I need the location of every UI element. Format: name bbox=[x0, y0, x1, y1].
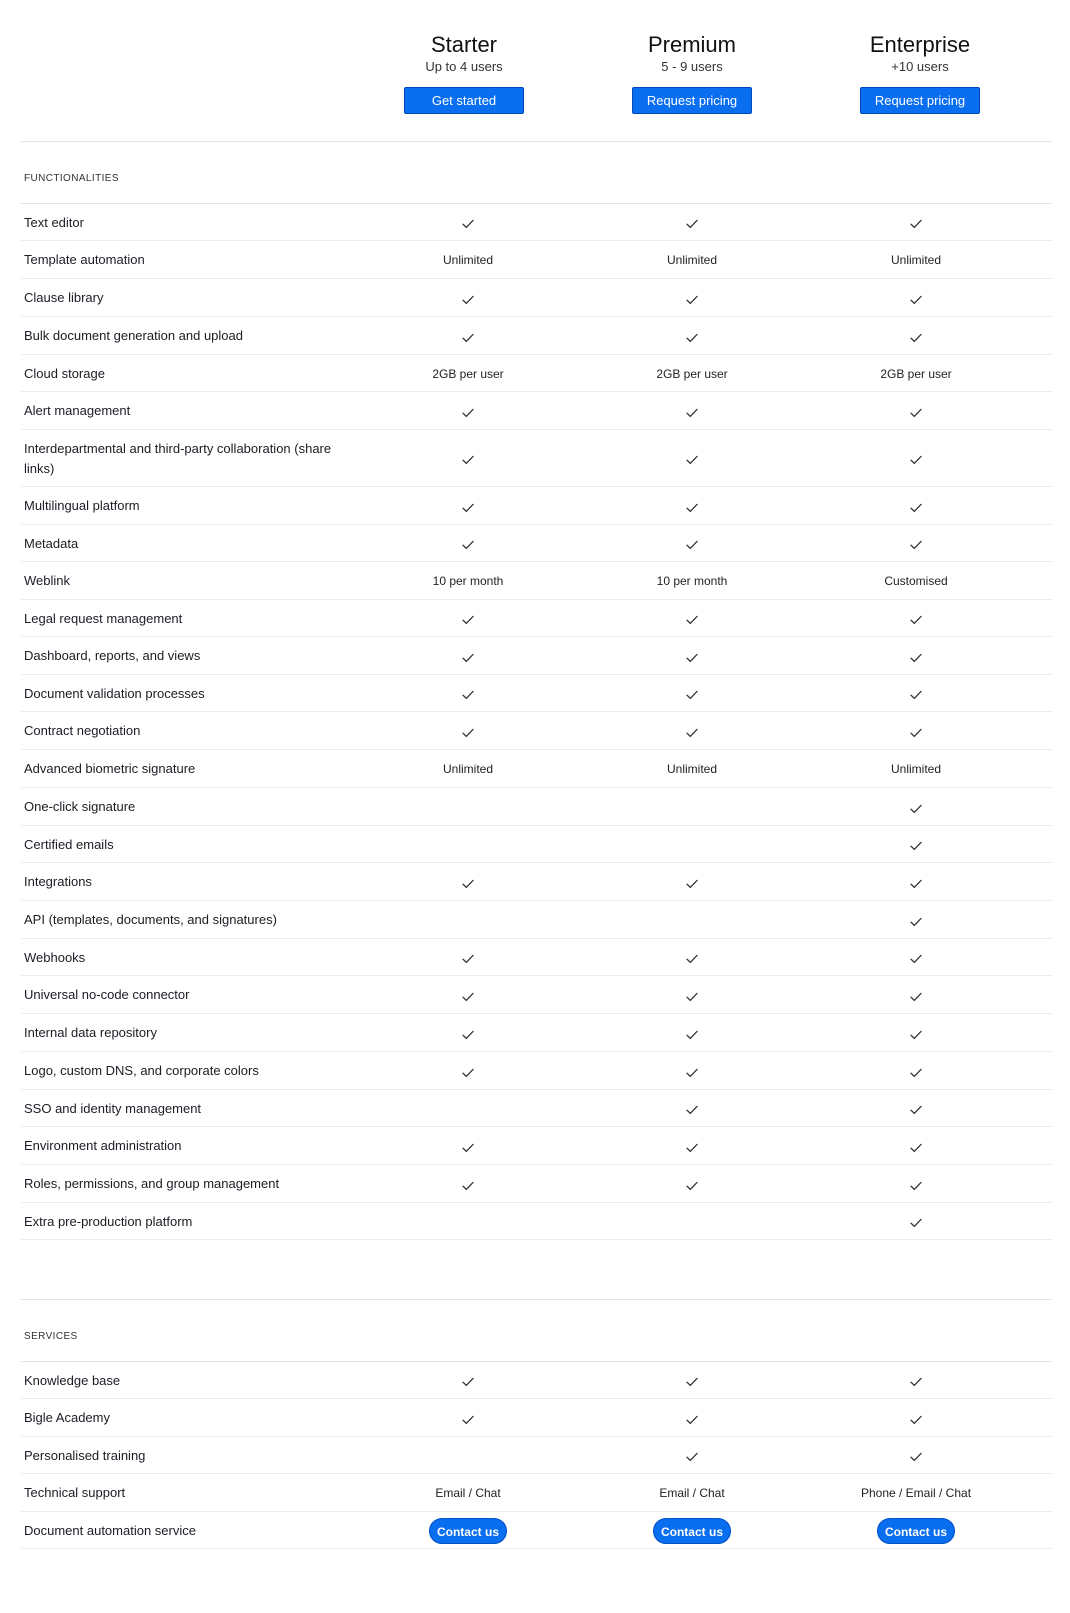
check-icon bbox=[686, 1140, 698, 1154]
cell-check bbox=[592, 650, 792, 662]
request-pricing-button[interactable]: Request pricing bbox=[860, 87, 980, 114]
cell-check bbox=[816, 952, 1016, 964]
table-row bbox=[21, 1512, 1052, 1549]
cell-check bbox=[592, 989, 792, 1001]
check-icon bbox=[686, 292, 698, 306]
cell-check bbox=[816, 217, 1016, 229]
feature-label: Bulk document generation and upload bbox=[24, 328, 243, 343]
cell-value: 2GB per user bbox=[656, 366, 728, 381]
check-icon bbox=[686, 330, 698, 344]
cell-check bbox=[592, 688, 792, 700]
feature-label: Document validation processes bbox=[24, 685, 205, 701]
cell-check bbox=[368, 1412, 568, 1424]
cell-check bbox=[592, 405, 792, 417]
check-icon bbox=[910, 453, 922, 467]
check-icon bbox=[462, 217, 474, 231]
table-row bbox=[21, 1165, 1052, 1203]
feature-label: Technical support bbox=[24, 1485, 126, 1500]
cell-check bbox=[368, 217, 568, 229]
feature-label: Roles, permissions, and group management bbox=[24, 1176, 280, 1191]
table-row bbox=[21, 901, 1052, 939]
feature-label: Dashboard, reports, and views bbox=[24, 648, 201, 663]
cell-check bbox=[368, 952, 568, 964]
cell-check bbox=[592, 453, 792, 465]
check-icon bbox=[910, 500, 922, 514]
cell-check bbox=[816, 839, 1016, 851]
feature-label: Knowledge base bbox=[24, 1372, 121, 1388]
check-icon bbox=[910, 538, 922, 552]
table-row bbox=[21, 712, 1052, 750]
cell-check bbox=[816, 688, 1016, 700]
table-row bbox=[21, 788, 1052, 826]
cell-check bbox=[368, 650, 568, 662]
cell-value: 10 per month bbox=[432, 574, 504, 588]
contact-us-button[interactable]: Contact us bbox=[653, 1518, 731, 1544]
check-icon bbox=[686, 650, 698, 664]
feature-label: Bigle Academy bbox=[24, 1410, 110, 1425]
contact-us-button[interactable]: Contact us bbox=[429, 1518, 507, 1544]
cell-value: 2GB per user bbox=[880, 366, 952, 381]
cell-check bbox=[816, 292, 1016, 304]
check-icon bbox=[910, 1216, 922, 1230]
check-icon bbox=[910, 613, 922, 627]
check-icon bbox=[686, 989, 698, 1003]
table-row bbox=[21, 1437, 1052, 1474]
cell-check bbox=[592, 952, 792, 964]
check-icon bbox=[910, 1450, 922, 1464]
cell-check bbox=[368, 1140, 568, 1152]
check-icon bbox=[686, 952, 698, 966]
feature-label: Certified emails bbox=[24, 836, 114, 852]
cell-value: Unlimited bbox=[442, 253, 493, 267]
check-icon bbox=[910, 1412, 922, 1426]
feature-label: Clause library bbox=[24, 290, 104, 305]
cell-check bbox=[592, 1178, 792, 1190]
cell-check bbox=[368, 1178, 568, 1190]
table-row bbox=[21, 355, 1052, 392]
cell-check bbox=[816, 801, 1016, 813]
cell-check bbox=[368, 453, 568, 465]
cell-action bbox=[368, 1518, 568, 1544]
check-icon bbox=[910, 876, 922, 890]
cell-check bbox=[368, 688, 568, 700]
cell-value: Unlimited bbox=[666, 762, 717, 776]
check-icon bbox=[910, 989, 922, 1003]
cell-action bbox=[592, 1518, 792, 1544]
cell-check bbox=[592, 1375, 792, 1387]
cell-check bbox=[816, 330, 1016, 342]
plan-enterprise-header bbox=[815, 32, 1025, 114]
plan-users: Up to 4 users bbox=[425, 59, 503, 74]
table-row bbox=[21, 562, 1052, 600]
cell-check bbox=[816, 989, 1016, 1001]
cell-check bbox=[592, 217, 792, 229]
feature-label: Template automation bbox=[24, 252, 145, 267]
plan-starter-header bbox=[359, 32, 569, 114]
plan-users: +10 users bbox=[891, 59, 949, 74]
table-row bbox=[21, 1014, 1052, 1052]
check-icon bbox=[910, 650, 922, 664]
check-icon bbox=[686, 1375, 698, 1389]
cell-action bbox=[816, 1518, 1016, 1544]
header-divider bbox=[21, 141, 1052, 142]
check-icon bbox=[910, 330, 922, 344]
cell-value: Unlimited bbox=[442, 762, 493, 776]
cell-check bbox=[368, 613, 568, 625]
check-icon bbox=[686, 453, 698, 467]
table-row bbox=[21, 525, 1052, 562]
cell-check bbox=[816, 725, 1016, 737]
cell-check bbox=[816, 1412, 1016, 1424]
cell-check bbox=[592, 1412, 792, 1424]
feature-label: Text editor bbox=[24, 214, 84, 230]
check-icon bbox=[686, 538, 698, 552]
check-icon bbox=[462, 453, 474, 467]
cell-check bbox=[816, 876, 1016, 888]
check-icon bbox=[686, 405, 698, 419]
feature-label: Extra pre-production platform bbox=[24, 1213, 193, 1229]
check-icon bbox=[462, 1412, 474, 1426]
cell-value: Unlimited bbox=[666, 253, 717, 267]
check-icon bbox=[462, 538, 474, 552]
check-icon bbox=[462, 330, 474, 344]
table-row bbox=[21, 1474, 1052, 1512]
cell-value: Unlimited bbox=[890, 253, 941, 267]
feature-label: Environment administration bbox=[24, 1138, 182, 1153]
table-row bbox=[21, 487, 1052, 525]
cell-check bbox=[816, 405, 1016, 417]
cell-check bbox=[816, 453, 1016, 465]
section-title-services: SERVICES bbox=[24, 1331, 78, 1342]
check-icon bbox=[686, 688, 698, 702]
cell-value: 2GB per user bbox=[432, 366, 504, 381]
contact-us-button[interactable]: Contact us bbox=[877, 1518, 955, 1544]
feature-label: Interdepartmental and third-party collaboration (share links) bbox=[24, 440, 332, 476]
feature-label: Webhooks bbox=[24, 949, 86, 965]
cell-check bbox=[368, 292, 568, 304]
table-row bbox=[21, 430, 1052, 487]
plan-premium-header bbox=[587, 32, 797, 114]
cell-value: Customised bbox=[884, 574, 948, 588]
check-icon bbox=[910, 801, 922, 815]
plan-name: Premium bbox=[647, 32, 736, 57]
cell-check bbox=[816, 650, 1016, 662]
cell-check bbox=[816, 1450, 1016, 1462]
check-icon bbox=[910, 1140, 922, 1154]
check-icon bbox=[462, 989, 474, 1003]
table-row bbox=[21, 241, 1052, 279]
cell-check bbox=[368, 538, 568, 550]
check-icon bbox=[910, 292, 922, 306]
check-icon bbox=[462, 500, 474, 514]
table-row bbox=[21, 204, 1052, 241]
feature-label: Logo, custom DNS, and corporate colors bbox=[24, 1063, 259, 1078]
cell-check bbox=[368, 500, 568, 512]
cell-check bbox=[368, 405, 568, 417]
feature-label: Legal request management bbox=[24, 610, 183, 626]
table-row bbox=[21, 392, 1052, 430]
cell-check bbox=[816, 613, 1016, 625]
plan-name: Enterprise bbox=[869, 32, 971, 57]
cell-check bbox=[816, 1178, 1016, 1190]
feature-label: Advanced biometric signature bbox=[24, 761, 196, 776]
cell-check bbox=[816, 1216, 1016, 1228]
feature-label: Integrations bbox=[24, 874, 92, 889]
check-icon bbox=[910, 1103, 922, 1117]
check-icon bbox=[462, 1065, 474, 1079]
request-pricing-button[interactable]: Request pricing bbox=[632, 87, 752, 114]
cell-check bbox=[592, 292, 792, 304]
cell-check bbox=[592, 876, 792, 888]
section-divider bbox=[21, 1299, 1052, 1300]
feature-label: Alert management bbox=[24, 403, 131, 418]
table-row bbox=[21, 863, 1052, 901]
cell-check bbox=[816, 538, 1016, 550]
cell-check bbox=[816, 1140, 1016, 1152]
check-icon bbox=[462, 292, 474, 306]
check-icon bbox=[686, 725, 698, 739]
check-icon bbox=[462, 876, 474, 890]
cell-check bbox=[592, 1103, 792, 1115]
cell-check bbox=[592, 1065, 792, 1077]
check-icon bbox=[910, 217, 922, 231]
cell-check bbox=[368, 1065, 568, 1077]
check-icon bbox=[686, 1103, 698, 1117]
check-icon bbox=[686, 217, 698, 231]
check-icon bbox=[686, 876, 698, 890]
cell-check bbox=[592, 1027, 792, 1039]
cell-check bbox=[368, 330, 568, 342]
cell-check bbox=[816, 1027, 1016, 1039]
feature-label: Document automation service bbox=[24, 1522, 196, 1538]
check-icon bbox=[910, 688, 922, 702]
feature-label: One-click signature bbox=[24, 799, 136, 814]
cell-check bbox=[368, 989, 568, 1001]
check-icon bbox=[686, 1027, 698, 1041]
cell-check bbox=[816, 914, 1016, 926]
check-icon bbox=[462, 725, 474, 739]
table-row bbox=[21, 1127, 1052, 1165]
check-icon bbox=[910, 1027, 922, 1041]
table-row bbox=[21, 600, 1052, 637]
check-icon bbox=[686, 1065, 698, 1079]
cell-value: Phone / Email / Chat bbox=[860, 1486, 972, 1500]
cell-check bbox=[592, 1450, 792, 1462]
check-icon bbox=[462, 1140, 474, 1154]
check-icon bbox=[686, 1178, 698, 1192]
section-title-functionalities: FUNCTIONALITIES bbox=[24, 173, 119, 184]
feature-label: Metadata bbox=[24, 535, 79, 551]
table-row bbox=[21, 1090, 1052, 1127]
table-row bbox=[21, 637, 1052, 675]
table-row bbox=[21, 976, 1052, 1014]
feature-label: SSO and identity management bbox=[24, 1100, 202, 1116]
cell-value: Unlimited bbox=[890, 762, 941, 776]
check-icon bbox=[910, 1065, 922, 1079]
table-row bbox=[21, 1362, 1052, 1399]
check-icon bbox=[910, 725, 922, 739]
check-icon bbox=[462, 613, 474, 627]
table-row bbox=[21, 317, 1052, 355]
feature-label: API (templates, documents, and signatures) bbox=[24, 912, 277, 927]
cell-check bbox=[816, 1103, 1016, 1115]
cell-check bbox=[592, 613, 792, 625]
cell-check bbox=[368, 1375, 568, 1387]
cell-value: Email / Chat bbox=[435, 1486, 501, 1500]
feature-label: Internal data repository bbox=[24, 1025, 157, 1040]
cell-check bbox=[368, 876, 568, 888]
check-icon bbox=[910, 1178, 922, 1192]
check-icon bbox=[686, 1450, 698, 1464]
cell-check bbox=[368, 725, 568, 737]
check-icon bbox=[686, 500, 698, 514]
check-icon bbox=[910, 839, 922, 853]
check-icon bbox=[910, 952, 922, 966]
cell-check bbox=[368, 1027, 568, 1039]
feature-label: Weblink bbox=[24, 573, 71, 588]
check-icon bbox=[910, 405, 922, 419]
feature-label: Universal no-code connector bbox=[24, 987, 190, 1002]
table-row bbox=[21, 1052, 1052, 1090]
cell-value: 10 per month bbox=[656, 574, 728, 588]
cell-check bbox=[592, 725, 792, 737]
feature-label: Multilingual platform bbox=[24, 498, 140, 513]
feature-label: Cloud storage bbox=[24, 365, 105, 381]
check-icon bbox=[462, 1178, 474, 1192]
feature-label: Contract negotiation bbox=[24, 723, 141, 738]
cell-check bbox=[592, 330, 792, 342]
check-icon bbox=[462, 1375, 474, 1389]
plan-users: 5 - 9 users bbox=[661, 59, 723, 74]
get-started-button[interactable]: Get started bbox=[404, 87, 524, 114]
cell-check bbox=[816, 1375, 1016, 1387]
check-icon bbox=[686, 1412, 698, 1426]
check-icon bbox=[686, 613, 698, 627]
check-icon bbox=[462, 405, 474, 419]
table-row bbox=[21, 675, 1052, 712]
check-icon bbox=[462, 1027, 474, 1041]
cell-value: Email / Chat bbox=[659, 1486, 725, 1500]
table-row bbox=[21, 1203, 1052, 1240]
check-icon bbox=[462, 650, 474, 664]
table-row bbox=[21, 279, 1052, 317]
table-row bbox=[21, 750, 1052, 788]
check-icon bbox=[910, 1375, 922, 1389]
check-icon bbox=[462, 952, 474, 966]
cell-check bbox=[592, 1140, 792, 1152]
cell-check bbox=[816, 1065, 1016, 1077]
cell-check bbox=[816, 500, 1016, 512]
cell-check bbox=[592, 538, 792, 550]
check-icon bbox=[910, 914, 922, 928]
check-icon bbox=[462, 688, 474, 702]
table-row bbox=[21, 826, 1052, 863]
cell-check bbox=[592, 500, 792, 512]
feature-label: Personalised training bbox=[24, 1447, 146, 1463]
table-row bbox=[21, 939, 1052, 976]
plan-name: Starter bbox=[430, 32, 498, 57]
table-row bbox=[21, 1399, 1052, 1437]
